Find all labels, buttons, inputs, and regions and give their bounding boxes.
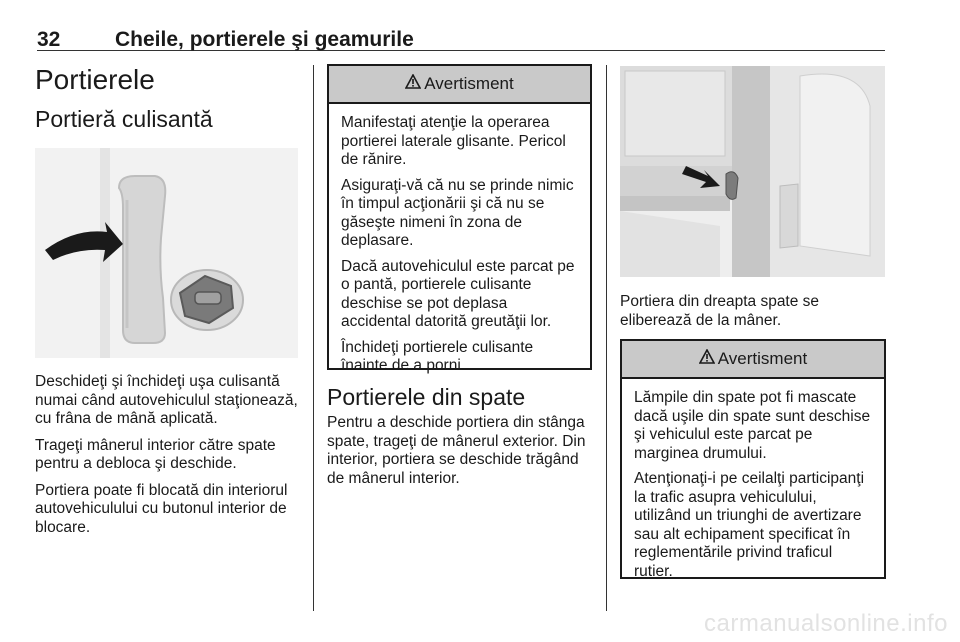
page-number: 32 xyxy=(37,28,61,51)
section-title: Portierele xyxy=(35,64,155,95)
sliding-door-handle-illustration xyxy=(35,148,298,358)
column-divider xyxy=(313,65,314,611)
caption: Portiera din dreapta spate se eliberează de la mâner. xyxy=(620,293,820,329)
warning-paragraph: Manifestaţi atenţie la operarea portierei laterale glisante. Pericol de rănire. xyxy=(341,114,566,168)
column-left xyxy=(35,64,300,545)
warning-box xyxy=(327,64,592,374)
warning-box xyxy=(620,339,886,579)
paragraph: Trageţi mânerul interior către spate pentru a debloca şi deschide. xyxy=(35,436,276,472)
warning-triangle-icon xyxy=(699,349,715,369)
watermark: carmanualsonline.info xyxy=(704,610,948,637)
warning-paragraph: Lămpile din spate pot fi mascate dacă uşile din spate sunt deschise şi vehiculul este parcat pe marginea drumului. xyxy=(634,389,871,462)
paragraph: Portiera poate fi blocată din interiorul autovehiculului cu butonul interior de blocare. xyxy=(35,481,288,536)
warning-heading: Avertisment xyxy=(717,349,808,368)
column-right xyxy=(620,64,886,579)
warning-header xyxy=(622,341,884,379)
header-title: Cheile, portierele şi geamurile xyxy=(115,28,414,51)
warning-triangle-icon xyxy=(405,74,421,94)
column-divider xyxy=(606,65,607,611)
warning-paragraph: Asiguraţi-vă că nu se prinde nimic în timpul acţionării şi că nu se găseşte nimeni în zona de deplasare. xyxy=(341,176,574,249)
column-middle xyxy=(327,64,592,496)
page-header xyxy=(37,28,885,51)
paragraph: Deschideţi şi închideţi uşa culisantă numai când autovehiculul staţionează, cu frâna de mână aplicată. xyxy=(35,373,298,427)
warning-paragraph: Atenţionaţi-i pe ceilalţi participanţi la trafic asupra vehiculului, utilizând un triunghi de avertizare sau alt echipament specificat în reglementările privind traficul rutier. xyxy=(634,470,865,580)
warning-paragraph: Dacă autovehiculul este parcat pe o pantă, portierele culisante deschise se pot deplasa accidental datorită greutăţii lor. xyxy=(341,257,575,330)
warning-header xyxy=(329,66,590,104)
paragraph: Pentru a deschide portiera din stânga spate, trageţi de mânerul exterior. Din interior, portiera se deschide trăgând de mânerul interior. xyxy=(327,414,586,487)
rear-door-interior-illustration xyxy=(620,66,885,277)
warning-heading: Avertisment xyxy=(424,74,514,93)
rear-doors-subtitle: Portierele din spate xyxy=(327,384,526,410)
sliding-door-subtitle: Portieră culisantă xyxy=(35,106,213,132)
warning-paragraph: Închideţi portierele culisante înainte de a porni. xyxy=(341,338,534,374)
